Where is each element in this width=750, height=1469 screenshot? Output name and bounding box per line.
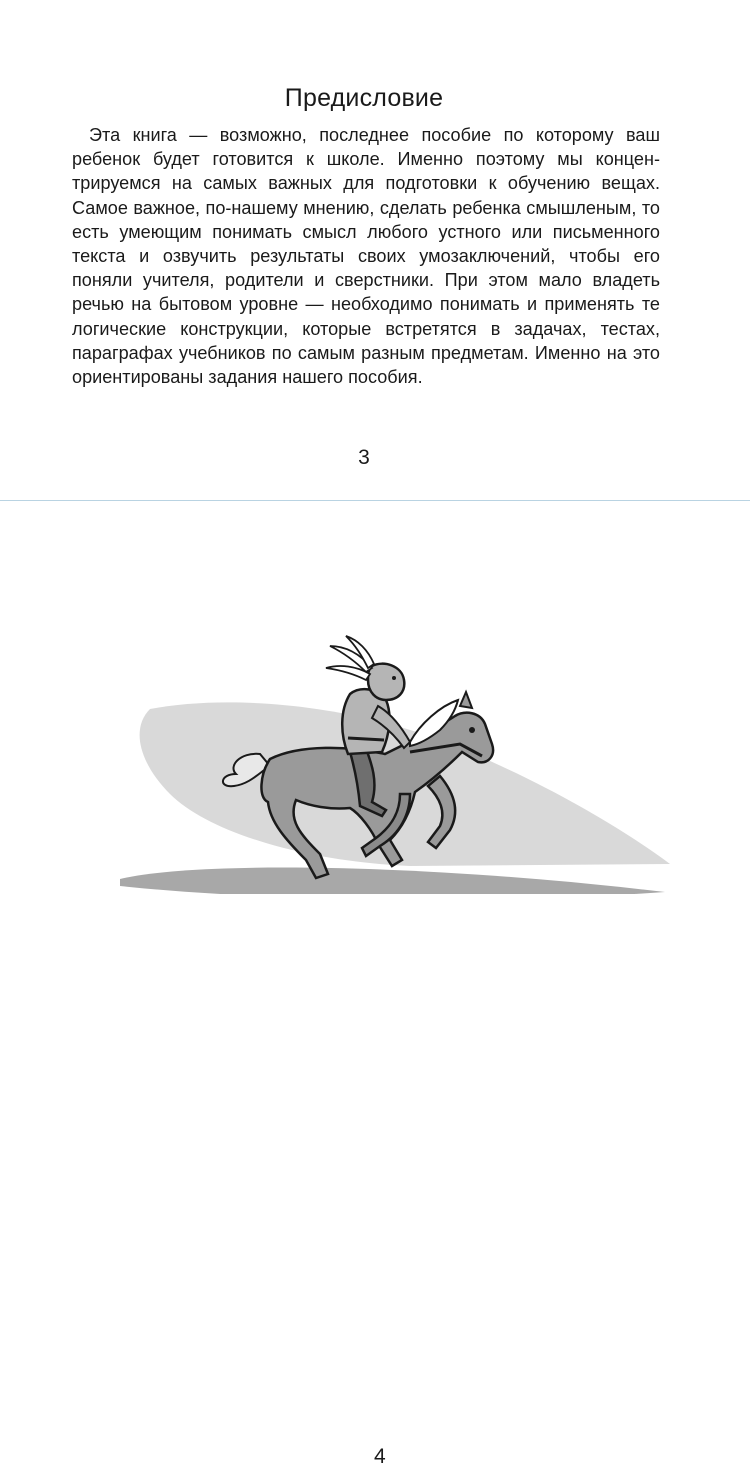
page-title: Предисловие: [284, 84, 444, 112]
preface-text: Эта книга — возможно, последнее пособие по которому ваш ребенок будет готовится к школе. Именно поэтому мы концентрируемся на самых важных для подготовки к обучению вещах. Самое важное, по-нашему мнению, сделать ребенка смышленым, то есть умеющим понимать смысл любого устного или письменного текста и озвучить результаты своих умозаключений, чтобы его поняли учителя, родители и сверстники. При этом мало владеть речью на бытовом уровне — необходимо понимать и применять те логические конструкции, которые встретятся в задачах, тестах, параграфах учебников по самым разным предметам. Именно на это ориентированы задания нашего пособия.: [72, 125, 660, 388]
rider-on-galloping-horse-icon: [110, 634, 670, 894]
ground-shadow: [120, 868, 665, 894]
page-number-bottom: 4: [374, 1445, 386, 1468]
page-3: [0, 0, 750, 500]
page-number-top: 3: [358, 446, 370, 469]
